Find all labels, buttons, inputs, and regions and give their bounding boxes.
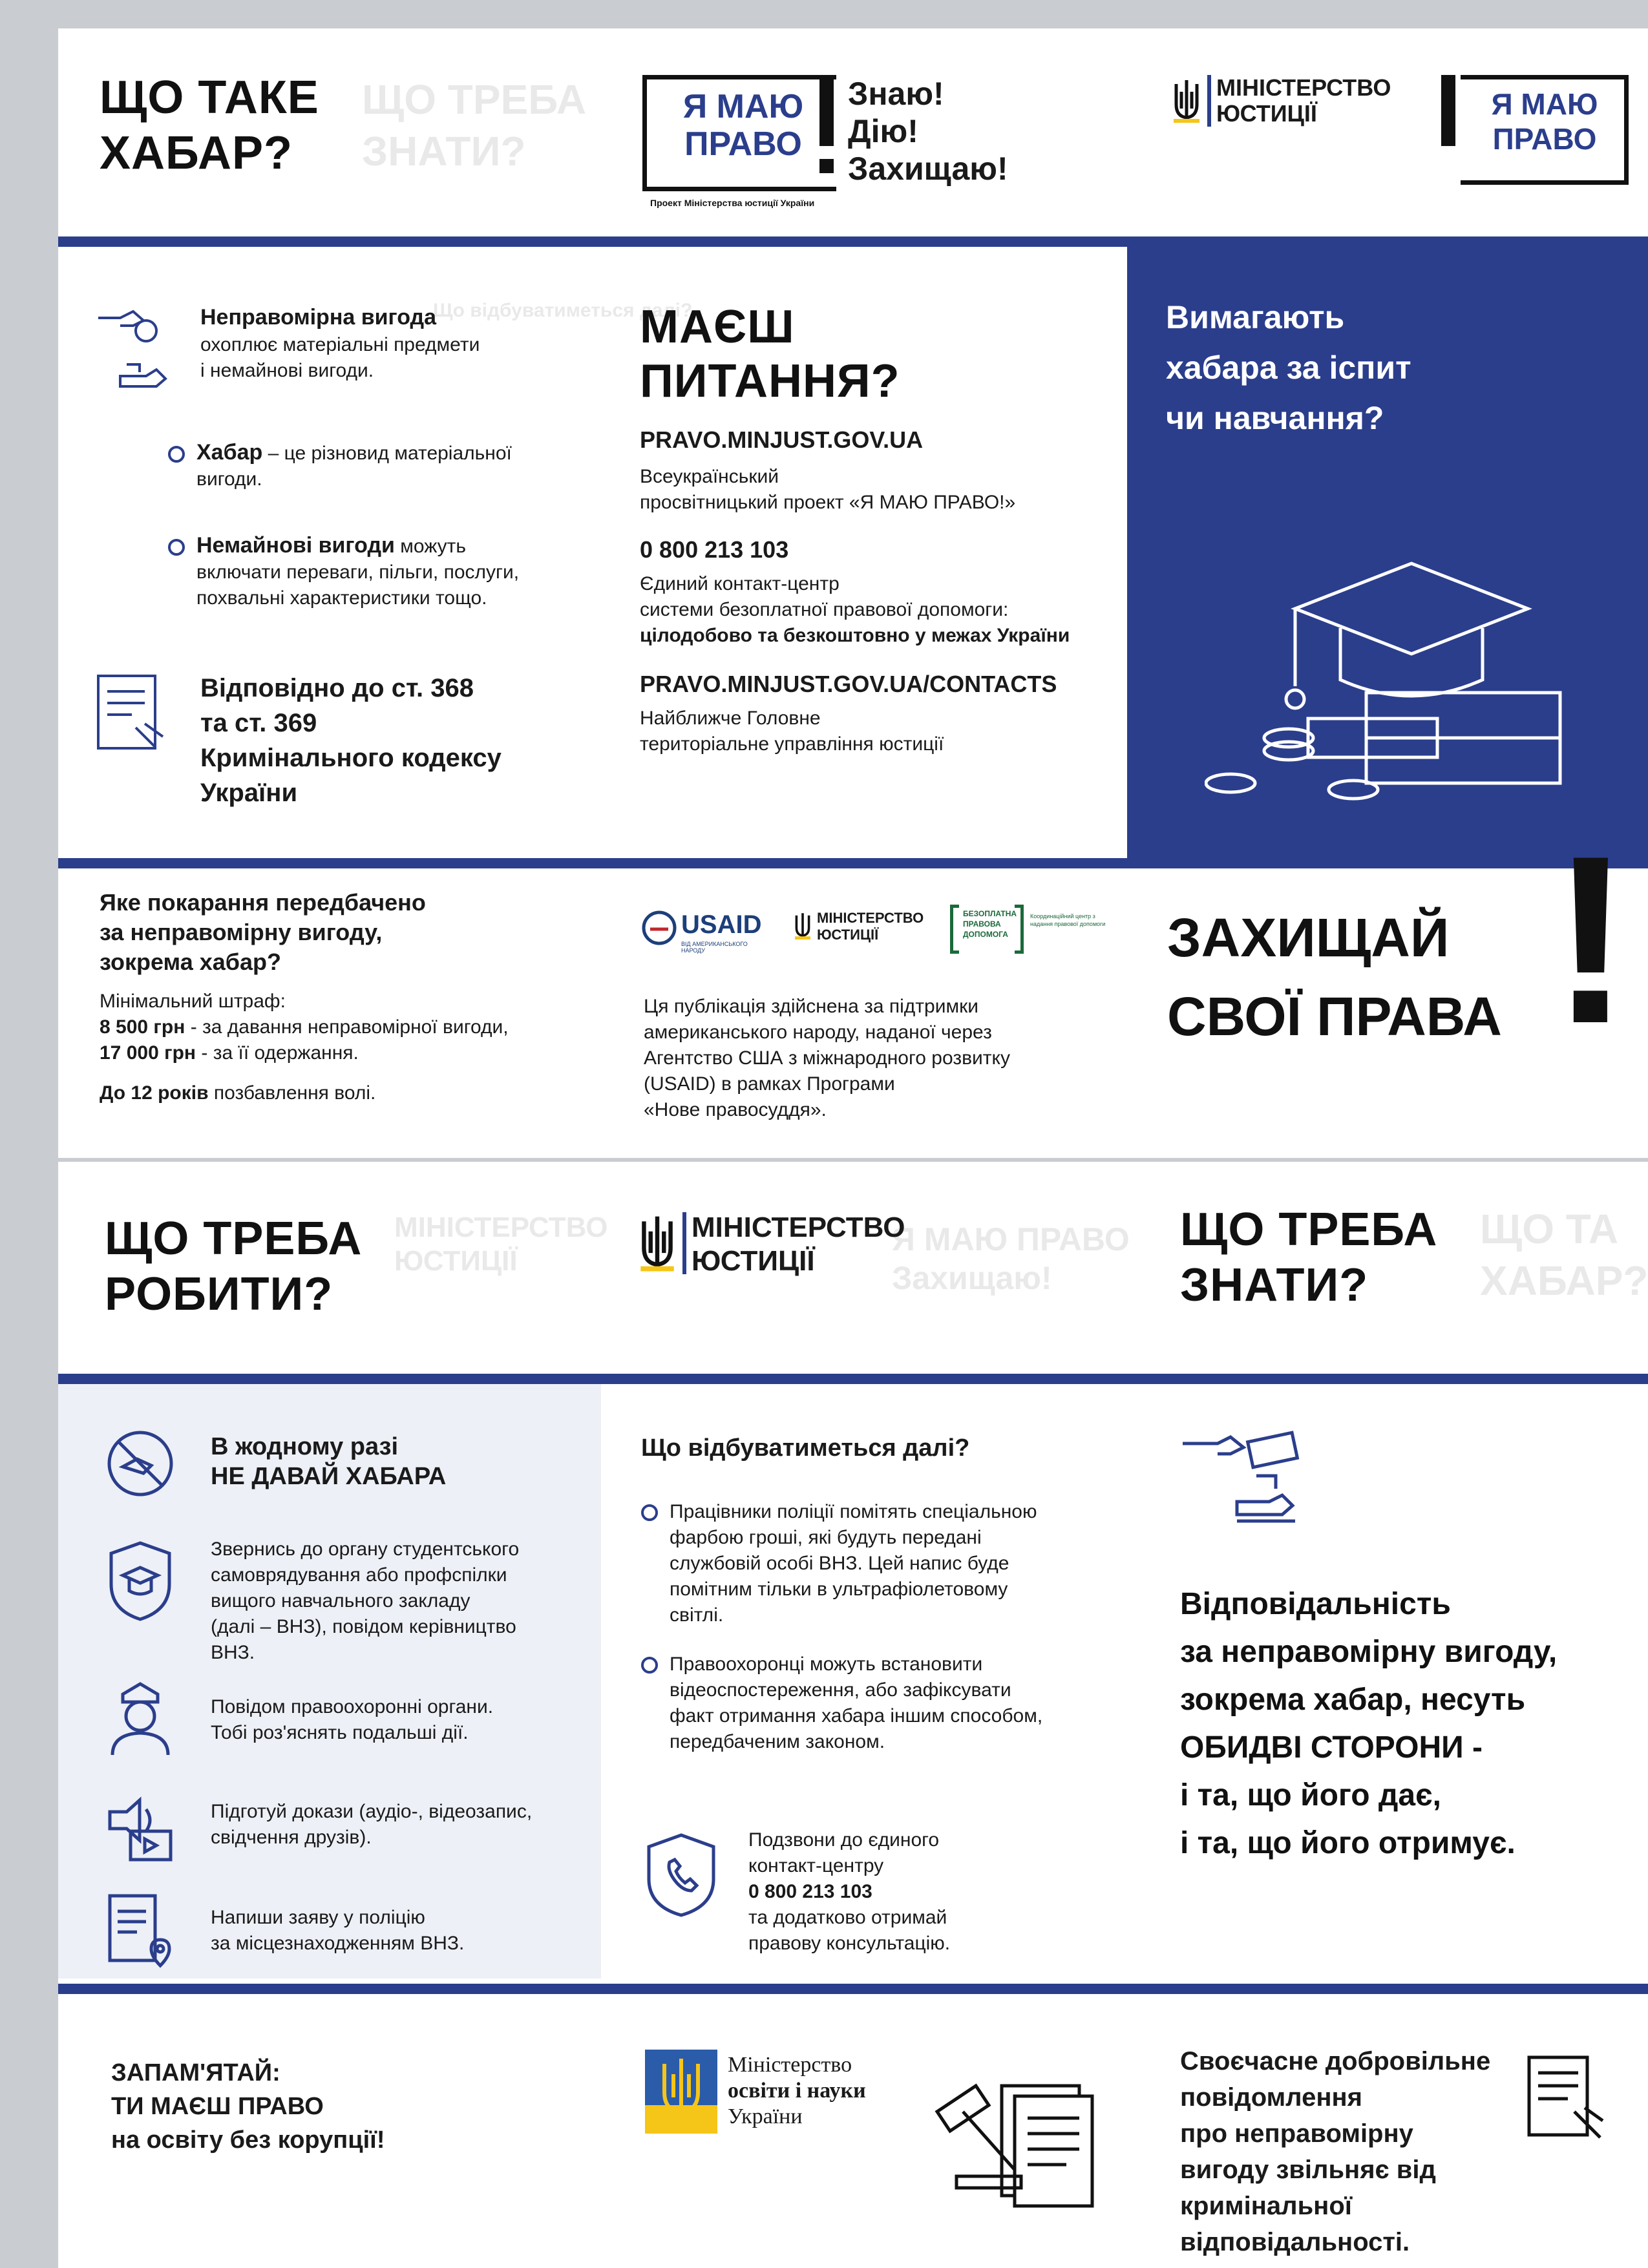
unlawful-benefit-heading: Неправомірна вигода: [200, 305, 437, 330]
what-to-know-line1: ЩО ТРЕБА: [1180, 1204, 1438, 1255]
trident-icon: [1174, 79, 1199, 124]
step-no-bribe: [211, 1432, 446, 1491]
law-line2: та ст. 369: [200, 709, 317, 737]
resp-line4: ОБИДВІ СТОРОНИ -: [1180, 1730, 1483, 1765]
ministry-line1: МІНІСТЕРСТВО: [1216, 74, 1391, 101]
nonproperty-text-a: можуть: [400, 536, 467, 557]
step4-line1: Підготуй докази (аудіо-, відеозапис,: [211, 1801, 533, 1822]
document-law-icon: [93, 672, 171, 756]
leaflet-top-sheet: ЩО ТАКЕ ХАБАР? ЩО ТРЕБА ЗНАТИ? Я МАЮ ПРАВО Проект Міністерства юстиції України Знаю! Дію! Захищаю! МІНІСТЕРСТВО ЮСТИЦІЇ Я МАЮ ПРАВО Неправомірна вигода охоплює матеріальні предмети і немайнові вигоди. Що відбуватиметься далі? Хабар – це різновид матеріальної вигоди. Немайнові вигоди можуть включати переваги, пільги, послуги, похвальні характеристики тощо. Відповідно до ст. 368 та ст. 369 Кримінального кодексу України МАЄШ ПИТАННЯ? PRAVO.MINJUST.GOV.UA Всеукраїнський просвітницький проект «Я МАЮ ПРАВО!» 0 800 213 103 Єдиний контакт-центр системи безоплатної правової допомоги: цілодобово та безкоштовно у межах України PRAVO.MINJUST.GOV.UA/CONTACTS Найближче Головне територіальне управління юстиції Вимагають хабара за іспит чи навчання? Яке покарання передбачено за неправомірну вигоду, зокрема хабар? Мінімальний штраф: 8 500 грн - за давання неправомірної вигоди, 17 000 грн - за її одержання. До 12 років позбавлення волі. USAID ВІД АМЕРИКАНСЬКОГО НАРОДУ МІНІСТЕРСТВО ЮСТИЦІЇ БЕЗОПЛАТНА ПРАВОВА ДОПОМОГА Координаційний центр з надання правової допомоги Ця публікація здійснена за підтримки американського народу, наданої через Агентство США з міжнародного розвитку (USAID) в рамках Програми «Нове правосуддя». ЗАХИЩАЙ СВОЇ ПРАВА !: [58, 28, 1648, 1158]
step-police: [211, 1694, 493, 1746]
divider-bar: [58, 236, 1648, 247]
next-b2-line2: відеоспостереження, або зафіксувати: [670, 1679, 1011, 1701]
contacts-desc-a: Найближче Головне: [640, 708, 821, 729]
usaid-text: USAID: [681, 910, 762, 939]
gavel-documents-icon: [918, 2073, 1105, 2221]
what-next-heading: Що відбуватиметься далі?: [641, 1434, 970, 1462]
usaid-subtitle: ВІД АМЕРИКАНСЬКОГО НАРОДУ: [681, 941, 748, 954]
fine-label: Мінімальний штраф:: [100, 991, 286, 1012]
call-hotline-block: [748, 1827, 950, 1957]
exam-bribe-panel: [1127, 247, 1648, 858]
step5-line2: за місцезнаходженням ВНЗ.: [211, 1933, 465, 1954]
step1-line1: В жодному разі: [211, 1433, 399, 1460]
small-ministry-line2: ЮСТИЦІЇ: [817, 927, 879, 943]
what-to-know-title: [1180, 1202, 1437, 1313]
statement-location-icon: [105, 1892, 176, 1969]
voluntary-report-block: [1180, 2043, 1490, 2260]
step2-line5: ВНЗ.: [211, 1642, 255, 1663]
step2-line1: Звернись до органу студентського: [211, 1538, 520, 1560]
slogan-line1: Знаю!: [848, 76, 944, 112]
no-bribe-icon: [105, 1428, 176, 1499]
pub-line5: «Нове правосуддя».: [644, 1099, 827, 1120]
what-next-block: [641, 1433, 1042, 1755]
next-b2-line3: факт отримання хабара іншим способом,: [670, 1705, 1043, 1727]
next-b1-line2: фарбою гроші, які будуть передані: [670, 1527, 982, 1548]
trident-icon: [795, 911, 810, 941]
usaid-seal-icon: [641, 910, 677, 946]
hand-money-icon: [94, 305, 172, 395]
release-line5: кримінальної: [1180, 2192, 1352, 2220]
phone-shield-icon: [642, 1831, 720, 1919]
divider-bar-2: [58, 858, 1648, 868]
slogan-line3: Захищаю!: [848, 151, 1008, 187]
step5-line1: Напиши заяву у поліцію: [211, 1907, 425, 1928]
small-ministry-line1: МІНІСТЕРСТВО: [817, 910, 924, 926]
mon-line1: Міністерство: [728, 2053, 852, 2077]
punishment-q-line1: Яке покарання передбачено: [100, 889, 426, 916]
top-title-line1: ЩО ТАКЕ: [100, 72, 319, 123]
coat-of-arms-icon: [645, 2050, 717, 2134]
unlawful-benefit-text-a: охоплює матеріальні предмети: [200, 334, 480, 355]
usaid-logo: [641, 910, 770, 955]
legal-aid-line1: БЕЗОПЛАТНА: [963, 909, 1017, 918]
what-to-do-line2: РОБИТИ?: [105, 1268, 333, 1320]
remember-slogan: [111, 2056, 385, 2157]
resp-line1: Відповідальність: [1180, 1587, 1451, 1621]
questions-block: [640, 300, 1070, 757]
document-stamp-icon: [1523, 2053, 1607, 2144]
next-b1-line1: Працівники поліції помітять спеціальною: [670, 1501, 1037, 1522]
phone-desc-b: системи безоплатної правової допомоги:: [640, 599, 1009, 620]
next-b1-line3: службовій особі ВНЗ. Цей напис буде: [670, 1553, 1009, 1574]
pub-line2: американського народу, наданої через: [644, 1022, 992, 1043]
step1-line2: НЕ ДАВАЙ ХАБАРА: [211, 1463, 447, 1490]
nonproperty-text-b: включати переваги, пільги, послуги,: [196, 562, 520, 583]
remember-line3: на освіту без корупції!: [111, 2126, 385, 2154]
what-to-do-title: [105, 1211, 362, 1322]
law-line4: України: [200, 779, 298, 807]
pub-line3: Агентство США з міжнародного розвитку: [644, 1047, 1010, 1069]
release-line4: вигоду звільняє від: [1180, 2156, 1436, 2184]
punishment-q-line2: за неправомірну вигоду,: [100, 919, 383, 945]
legal-aid-line3: ДОПОМОГА: [963, 930, 1008, 939]
resp-line3: зокрема хабар, несуть: [1180, 1683, 1526, 1717]
ministry-line2: ЮСТИЦІЇ: [1216, 100, 1317, 127]
graduation-cap-money-icon: [1205, 531, 1592, 822]
call-line4: правову консультацію.: [748, 1933, 951, 1954]
mon-line2: освіти і науки: [728, 2079, 866, 2103]
bribe-text-a: – це різновид матеріальної: [268, 443, 512, 464]
free-legal-aid-logo: [950, 905, 1118, 956]
contacts-link[interactable]: PRAVO.MINJUST.GOV.UA/CONTACTS: [640, 671, 1057, 697]
logo-line1: Я МАЮ: [682, 88, 804, 125]
divider-bar-4: [58, 1984, 1648, 1994]
law-line3: Кримінального кодексу: [200, 744, 502, 772]
next-b1-line5: світлі.: [670, 1604, 724, 1626]
logo-subtitle: Проект Міністерства юстиції України: [650, 198, 815, 208]
ministry-education-logo: [645, 2050, 903, 2140]
nonproperty-term: Немайнові вигоди: [196, 533, 395, 558]
logo-line2: ПРАВО: [684, 125, 802, 163]
ministry-justice-logo-2: [640, 1206, 905, 1283]
law-reference: [200, 671, 502, 810]
call-line2: контакт-центру: [748, 1855, 884, 1876]
ministry-justice-logo: [1174, 70, 1391, 141]
step3-line1: Повідом правоохоронні органи.: [211, 1696, 494, 1717]
ministry2-line2: ЮСТИЦІЇ: [692, 1245, 815, 1277]
legal-aid-line2: ПРАВОВА: [963, 919, 1001, 929]
release-line6: відповідальності.: [1180, 2228, 1410, 2256]
bribe-definition: [168, 439, 512, 492]
what-to-do-line1: ЩО ТРЕБА: [105, 1213, 363, 1265]
step-student-council: [211, 1537, 519, 1666]
ya-mayu-pravo-logo-right: Я МАЮ ПРАВО: [1441, 75, 1648, 204]
prison-text: позбавлення волі.: [213, 1082, 376, 1104]
ministry-justice-logo-small: [795, 907, 924, 952]
resp-line5: і та, що його дає,: [1180, 1778, 1441, 1812]
questions-heading-line2: ПИТАННЯ?: [640, 355, 900, 407]
protect-line2: СВОЇ ПРАВА: [1167, 986, 1502, 1047]
release-line1: Своєчасне добровільне: [1180, 2047, 1491, 2075]
prison-amount: До 12 років: [100, 1082, 209, 1104]
questions-heading-line1: МАЄШ: [640, 301, 795, 353]
slogan: [848, 75, 1008, 187]
exclamation-mark: !: [1551, 806, 1631, 1073]
legal-aid-side: Координаційний центр з надання правової допомоги: [1030, 913, 1106, 927]
release-line3: про неправомірну: [1180, 2119, 1413, 2148]
responsibility-block: [1180, 1580, 1557, 1867]
site-desc-a: Всеукраїнський: [640, 466, 779, 487]
phone-desc-c: цілодобово та безкоштовно у межах України: [640, 625, 1070, 646]
ministry2-line1: МІНІСТЕРСТВО: [692, 1212, 905, 1243]
what-to-know-line2: ЗНАТИ?: [1180, 1259, 1369, 1311]
step-statement: [211, 1905, 464, 1957]
bleed-through-text: ЩО ТРЕБА ЗНАТИ?: [362, 76, 587, 174]
student-shield-icon: [105, 1539, 176, 1623]
pub-line1: Ця публікація здійснена за підтримки: [644, 996, 978, 1017]
fine1-text: - за давання неправомірної вигоди,: [190, 1016, 509, 1038]
bribe-term: Хабар: [196, 440, 263, 465]
call-phone[interactable]: 0 800 213 103: [748, 1881, 872, 1902]
top-title: [100, 70, 319, 181]
resp-line6: і та, що його отримує.: [1180, 1826, 1516, 1860]
step-evidence: [211, 1799, 532, 1851]
fine1-amount: 8 500 грн: [100, 1016, 185, 1038]
site-desc-b: просвітницький проект «Я МАЮ ПРАВО!»: [640, 492, 1016, 513]
step2-line2: самоврядування або профспілки: [211, 1564, 507, 1586]
hotline-phone[interactable]: 0 800 213 103: [640, 536, 789, 563]
law-line1: Відповідно до ст. 368: [200, 674, 474, 702]
nonproperty-text-c: похвальні характеристики тощо.: [196, 587, 487, 609]
exam-panel-line3: чи навчання?: [1166, 400, 1384, 436]
step2-line4: (далі – ВНЗ), повідом керівництво: [211, 1616, 516, 1637]
fine2-amount: 17 000 грн: [100, 1042, 196, 1064]
step4-line2: свідчення друзів).: [211, 1827, 372, 1848]
call-line3: та додатково отримай: [748, 1907, 947, 1928]
trident-icon: [640, 1215, 675, 1273]
resp-line2: за неправомірну вигоду,: [1180, 1635, 1558, 1669]
police-officer-icon: [105, 1675, 176, 1759]
site-link[interactable]: PRAVO.MINJUST.GOV.UA: [640, 426, 924, 453]
next-b2-line1: Правоохоронці можуть встановити: [670, 1654, 983, 1675]
exam-panel-line2: хабара за іспит: [1166, 350, 1411, 386]
remember-line1: ЗАПАМ'ЯТАЙ:: [111, 2059, 280, 2086]
next-b2-line4: передбаченим законом.: [670, 1731, 885, 1752]
protect-rights-slogan: [1167, 898, 1502, 1056]
mon-line3: України: [728, 2105, 803, 2128]
unlawful-benefit-text-b: і немайнові вигоди.: [200, 360, 374, 381]
protect-line1: ЗАХИЩАЙ: [1167, 907, 1450, 968]
punishment-q-line3: зокрема хабар?: [100, 949, 282, 975]
divider-bar-3: [58, 1374, 1648, 1384]
next-b1-line4: помітним тільки в ультрафіолетовому: [670, 1579, 1008, 1600]
bribe-text-b: вигоди.: [196, 468, 262, 490]
phone-desc-a: Єдиний контакт-центр: [640, 573, 840, 594]
ya-mayu-pravo-logo: [637, 75, 883, 211]
slogan-line2: Дію!: [848, 113, 918, 149]
step3-line2: Тобі роз'яснять подальші дії.: [211, 1722, 469, 1743]
fine2-text: - за її одержання.: [201, 1042, 359, 1064]
leaflet-bottom-sheet: ЩО ТРЕБА РОБИТИ? МІНІСТЕРСТВО ЮСТИЦІЇ МІНІСТЕРСТВО ЮСТИЦІЇ Я МАЮ ПРАВО Захищаю! ЩО ТРЕБА ЗНАТИ? ЩО ТА ХАБАР? В жодному разі НЕ ДАВАЙ ХАБАРА Звернись до органу студентського самоврядування або профспілки вищого навчального закладу (далі – ВНЗ), повідом керівництво ВНЗ. Повідом правоохоронні органи. Тобі роз'яснять подальші дії. Підготуй докази (аудіо-, відеозапис, свідчення друзів). Напиши заяву у поліцію за місцезнаходженням ВНЗ. Що відбуватиметься далі? Працівники поліції помітять спеціальною фарбою гроші, які будуть передані службовій особі ВНЗ. Цей напис буде помітним тільки в ультрафіолетовому світлі. Правоохоронці можуть встановити відеоспостереження, або зафіксувати факт отримання хабара іншим способом, передбаченим законом. Подзвони до єдиного контакт-центру 0 800 213 103 та додатково отримай правову консультацію. Відповідальність за неправомірну вигоду, зокрема хабар, несуть ОБИДВІ СТОРОНИ - і та, що його дає, і та, що його отримує. ЗАПАМ'ЯТАЙ: ТИ МАЄШ ПРАВО на освіту без корупції! Міністерство освіти і науки України Своєчасне добровільне повідомлення про неправомірну вигоду звільняє від кримінальної відповідальності.: [58, 1162, 1648, 2268]
evidence-media-icon: [105, 1786, 176, 1864]
call-line1: Подзвони до єдиного: [748, 1829, 940, 1851]
nonproperty-definition: [168, 532, 519, 611]
hand-money-transfer-icon: [1179, 1431, 1308, 1534]
step2-line3: вищого навчального закладу: [211, 1590, 470, 1612]
exam-panel-line1: Вимагають: [1166, 299, 1345, 335]
usaid-publication-note: [644, 994, 1010, 1123]
remember-line2: ТИ МАЄШ ПРАВО: [111, 2093, 324, 2120]
punishment-block: [100, 888, 509, 1106]
top-title-line2: ХАБАР?: [100, 127, 293, 179]
pub-line4: (USAID) в рамках Програми: [644, 1073, 895, 1095]
release-line2: повідомлення: [1180, 2083, 1362, 2112]
contacts-desc-b: територіальне управління юстиції: [640, 733, 944, 755]
